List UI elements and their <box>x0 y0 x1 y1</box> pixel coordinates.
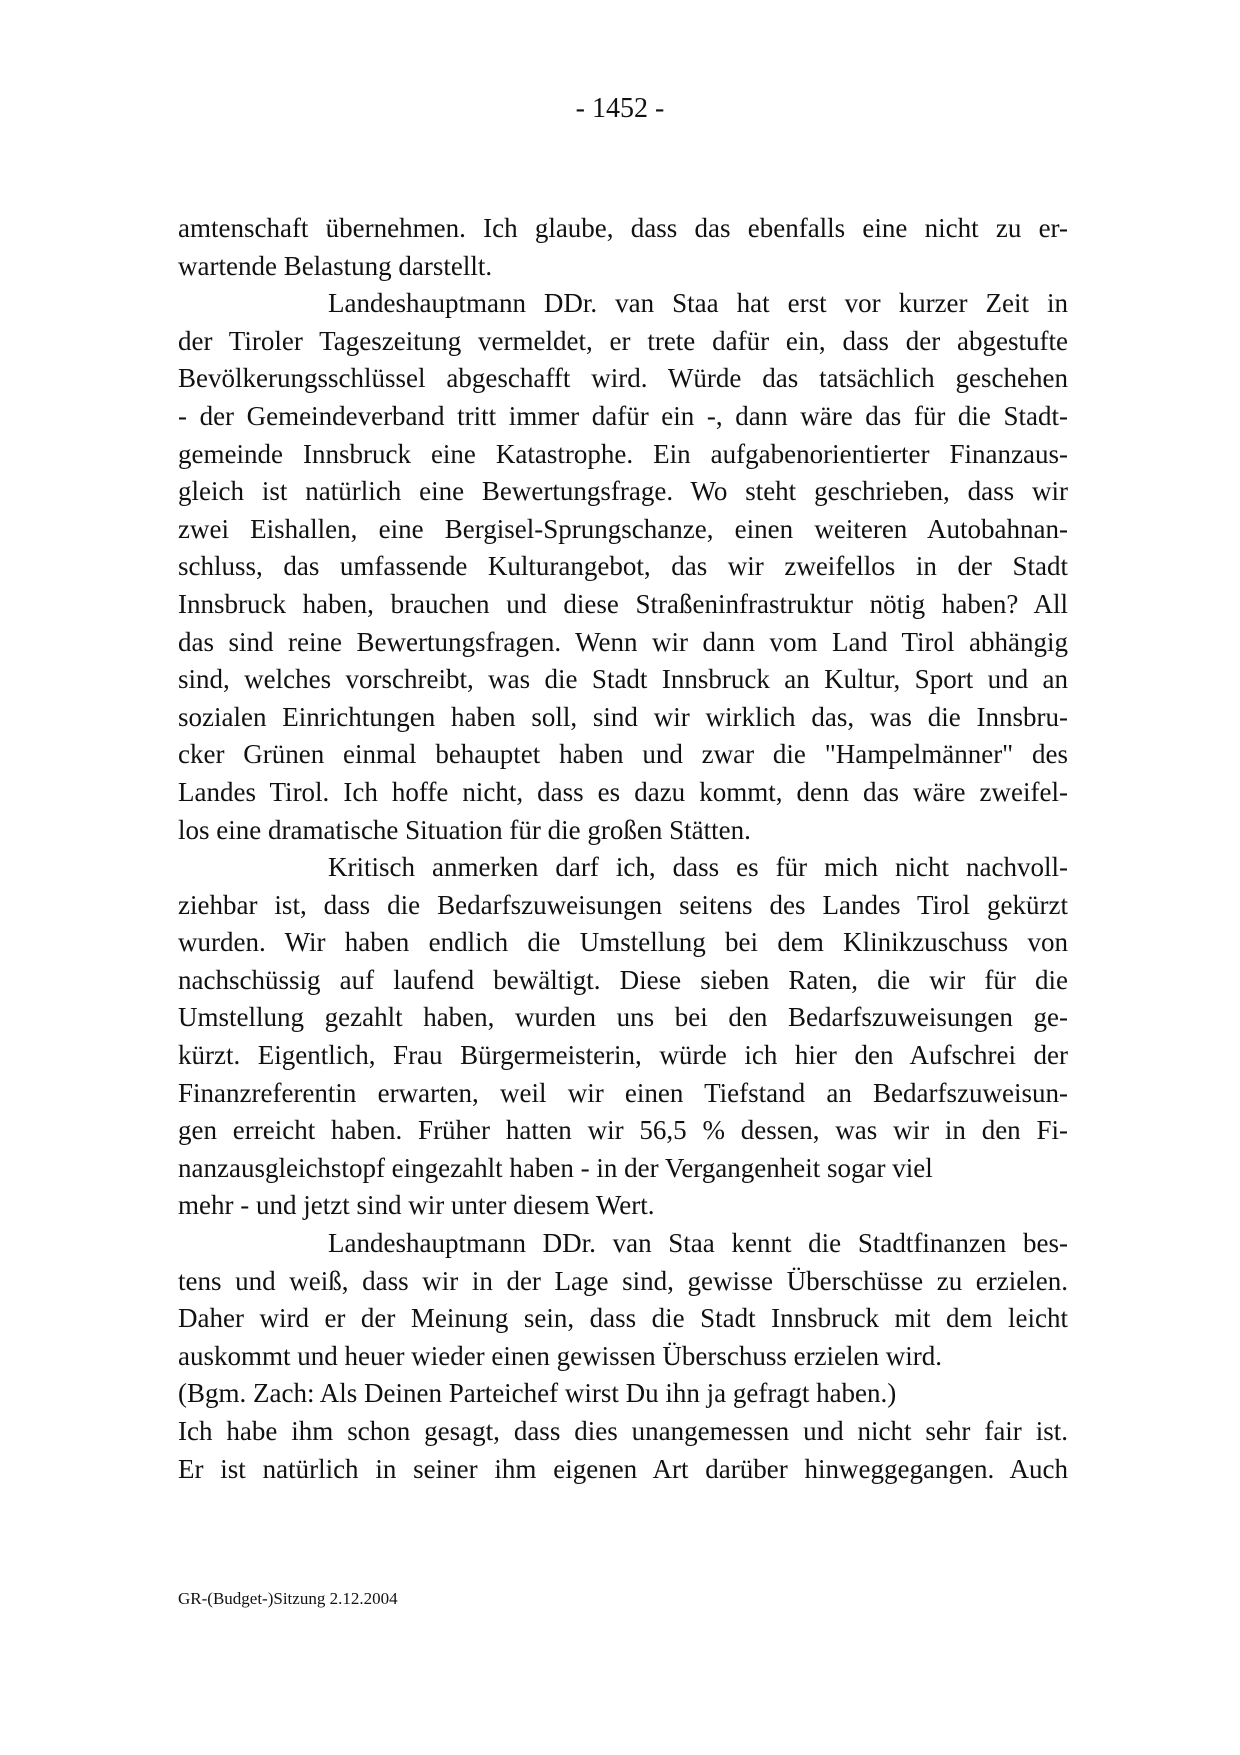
text-line: Umstellung gezahlt haben, wurden uns bei den Bedarfszuweisungen ge- <box>178 1002 1068 1033</box>
text-line: amtenschaft übernehmen. Ich glaube, dass das ebenfalls eine nicht zu er- <box>178 213 1068 243</box>
text-line: (Bgm. Zach: Als Deinen Parteichef wirst Du ihn ja gefragt haben.) <box>178 1378 897 1409</box>
page-number: - 1452 - <box>575 93 665 124</box>
footer-session-info: GR-(Budget-)Sitzung 2.12.2004 <box>178 1589 398 1608</box>
paragraph-first-line: Landeshauptmann DDr. van Staa kennt die Stadtfinanzen bes- <box>328 1228 1068 1259</box>
body-text <box>178 210 1068 1488</box>
text-line: das sind reine Bewertungsfragen. Wenn wir dann vom Land Tirol abhängig <box>178 626 1068 657</box>
text-line: Daher wird er der Meinung sein, dass die Stadt Innsbruck mit dem leicht <box>178 1303 1068 1334</box>
text-line: nachschüssig auf laufend bewältigt. Diese sieben Raten, die wir für die <box>178 964 1068 995</box>
text-line: sind, welches vorschreibt, was die Stadt Innsbruck an Kultur, Sport und an <box>178 664 1068 695</box>
text-line: der Tiroler Tageszeitung vermeldet, er trete dafür ein, dass der abgestufte <box>178 325 1068 356</box>
text-line: kürzt. Eigentlich, Frau Bürgermeisterin, würde ich hier den Aufschrei der <box>178 1040 1068 1071</box>
text-line: Bevölkerungsschlüssel abgeschafft wird. Würde das tatsächlich geschehen <box>178 363 1068 394</box>
text-line: cker Grünen einmal behauptet haben und zwar die "Hampelmänner" des <box>178 739 1068 770</box>
text-line: schluss, das umfassende Kulturangebot, das wir zweifellos in der Stadt <box>178 551 1068 582</box>
text-line: Landes Tirol. Ich hoffe nicht, dass es dazu kommt, denn das wäre zweifel- <box>178 776 1068 807</box>
text-line: Ich habe ihm schon gesagt, dass dies unangemessen und nicht sehr fair ist. <box>178 1416 1068 1446</box>
text-line: nanzausgleichstopf eingezahlt haben - in der Vergangenheit sogar viel <box>178 1152 933 1183</box>
text-line: - der Gemeindeverband tritt immer dafür ein -, dann wäre das für die Stadt- <box>178 400 1068 431</box>
text-line: gemeinde Innsbruck eine Katastrophe. Ein aufgabenorientierter Finanzaus- <box>178 438 1068 469</box>
text-line: mehr - und jetzt sind wir unter diesem Wert. <box>178 1190 655 1221</box>
text-line: gen erreicht haben. Früher hatten wir 56,5 % dessen, was wir in den Fi- <box>178 1115 1068 1146</box>
text-line: Innsbruck haben, brauchen und diese Straßeninfrastruktur nötig haben? All <box>178 588 1068 619</box>
paragraph-first-line: Kritisch anmerken darf ich, dass es für mich nicht nachvoll- <box>328 852 1068 883</box>
text-line: gleich ist natürlich eine Bewertungsfrage. Wo steht geschrieben, dass wir <box>178 476 1068 507</box>
text-line: Er ist natürlich in seiner ihm eigenen Art darüber hinweggegangen. Auch <box>178 1453 1068 1484</box>
text-line: los eine dramatische Situation für die großen Stätten. <box>178 814 751 845</box>
text-line: zwei Eishallen, eine Bergisel-Sprungschanze, einen weiteren Autobahnan- <box>178 513 1068 544</box>
text-line: auskommt und heuer wieder einen gewissen Überschuss erzielen wird. <box>178 1340 943 1371</box>
text-line: wartende Belastung darstellt. <box>178 250 493 281</box>
text-line: Finanzreferentin erwarten, weil wir einen Tiefstand an Bedarfszuweisun- <box>178 1077 1068 1108</box>
text-line: tens und weiß, dass wir in der Lage sind, gewisse Überschüsse zu erzielen. <box>178 1265 1068 1296</box>
text-line: wurden. Wir haben endlich die Umstellung bei dem Klinikzuschuss von <box>178 927 1068 958</box>
paragraph-first-line: Landeshauptmann DDr. van Staa hat erst vor kurzer Zeit in <box>328 288 1068 319</box>
text-line: ziehbar ist, dass die Bedarfszuweisungen seitens des Landes Tirol gekürzt <box>178 889 1068 920</box>
text-line: sozialen Einrichtungen haben soll, sind wir wirklich das, was die Innsbru- <box>178 701 1068 732</box>
